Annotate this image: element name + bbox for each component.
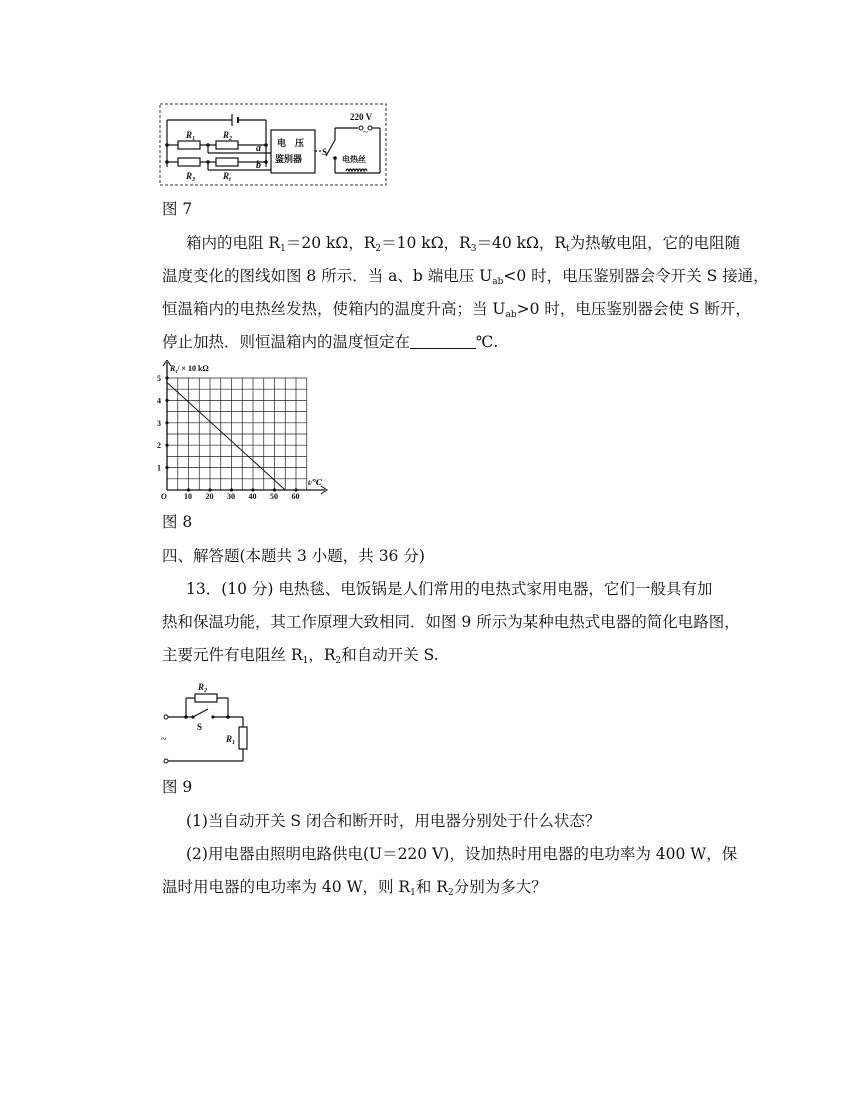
para1-line3: 恒温箱内的电热丝发热，使箱内的温度升高；当 $U_{ab}>0$ 时，电压鉴别器会使 S 断开， bbox=[162, 300, 751, 320]
q13-line1: 13．(10 分) 电热毯、电饭锅是人们常用的电热式家用电器，它们一般具有加 bbox=[186, 580, 713, 598]
x-axis-label: t/℃ bbox=[308, 478, 323, 487]
para1-line2: 温度变化的图线如图 8 所示．当 a、b 端电压 $U_{ab}<0$ 时，电压鉴别器会令开关 S 接通， bbox=[162, 267, 769, 287]
q13-sub2-line1: (2)用电器由照明电路供电(U＝220 V)，设加热时用电器的电功率为 400 W，保 bbox=[186, 845, 738, 863]
y-axis-label: $R_t/ \times 10$ kΩ bbox=[170, 364, 209, 375]
y-tick-dot bbox=[165, 466, 168, 469]
x-tick-label: 30 bbox=[227, 492, 235, 500]
q13-sub2-line2: 温时用电器的电功率为 40 W，则 $R_1$和 $R_2$分别为多大？ bbox=[162, 878, 547, 898]
q13-sub1: (1)当自动开关 S 闭合和断开时，用电器分别处于什么状态？ bbox=[186, 812, 601, 830]
y-tick-dot bbox=[165, 444, 168, 447]
fig7-voltage: 220 V bbox=[350, 112, 373, 122]
y-tick-label: 4 bbox=[157, 396, 161, 406]
figure-9-caption: 图 9 bbox=[162, 778, 193, 796]
y-tick-dot bbox=[165, 399, 168, 402]
rt-temperature-line bbox=[167, 382, 285, 490]
para1-line1: 箱内的电阻 $R_1=20$ kΩ，$R_2=10$ kΩ，$R_3=40$ kΩ，$R_t$为热敏电阻，它的电阻随 bbox=[186, 234, 741, 254]
fig7-r2-label: $R_2$ bbox=[223, 130, 233, 142]
fig7-detector-line2: 鉴别器 bbox=[275, 154, 303, 164]
fig9-switch-label: S bbox=[197, 722, 203, 732]
fig9-r1-label: $R_1$ bbox=[226, 734, 236, 746]
figure-8-chart bbox=[155, 360, 335, 500]
q13-line3: 主要元件有电阻丝 $R_1$，$R_2$和自动开关 S. bbox=[162, 646, 439, 666]
y-tick-label: 5 bbox=[157, 374, 161, 383]
section-4-title: 四、解答题(本题共 3 小题，共 36 分) bbox=[162, 547, 425, 565]
para1-line4: 停止加热．则恒温箱内的温度恒定在 ℃. bbox=[162, 333, 499, 351]
fig7-heater-label: 电热丝 bbox=[342, 155, 366, 164]
x-tick-label: 40 bbox=[248, 492, 257, 500]
figure-7-circuit bbox=[158, 100, 390, 188]
fig7-detector-line1: 电 压 bbox=[277, 138, 305, 148]
x-tick-label: 20 bbox=[205, 492, 214, 500]
y-tick-label: 3 bbox=[157, 418, 161, 428]
y-tick-dot bbox=[165, 421, 168, 424]
x-tick-label: 60 bbox=[291, 492, 300, 500]
x-tick-label: 50 bbox=[270, 492, 278, 500]
fig7-r3-label: $R_3$ bbox=[186, 171, 196, 183]
y-tick-label: 1 bbox=[157, 463, 161, 473]
figure-7-caption: 图 7 bbox=[162, 200, 193, 218]
fig7-node-b: b bbox=[256, 160, 261, 171]
fig7-r1-label: $R_1$ bbox=[186, 130, 196, 142]
figure-9-circuit bbox=[155, 676, 255, 768]
fig7-switch-label: S bbox=[322, 147, 328, 157]
origin-label: O bbox=[161, 492, 167, 500]
x-tick-label: 10 bbox=[184, 492, 192, 500]
fig9-r2-label: $R_2$ bbox=[198, 682, 208, 694]
fig7-ac-symbol: ~ bbox=[363, 127, 368, 137]
fig7-rt-label: $R_t$ bbox=[223, 171, 231, 183]
y-tick-label: 2 bbox=[157, 441, 161, 451]
figure-8-caption: 图 8 bbox=[162, 513, 193, 531]
answer-blank[interactable] bbox=[410, 334, 476, 349]
fig7-node-a: a bbox=[256, 143, 261, 154]
y-tick-dot bbox=[165, 376, 168, 379]
fig9-ac-symbol: ~ bbox=[161, 734, 167, 745]
q13-line2: 热和保温功能，其工作原理大致相同．如图 9 所示为某种电热式电器的简化电路图， bbox=[162, 613, 740, 631]
